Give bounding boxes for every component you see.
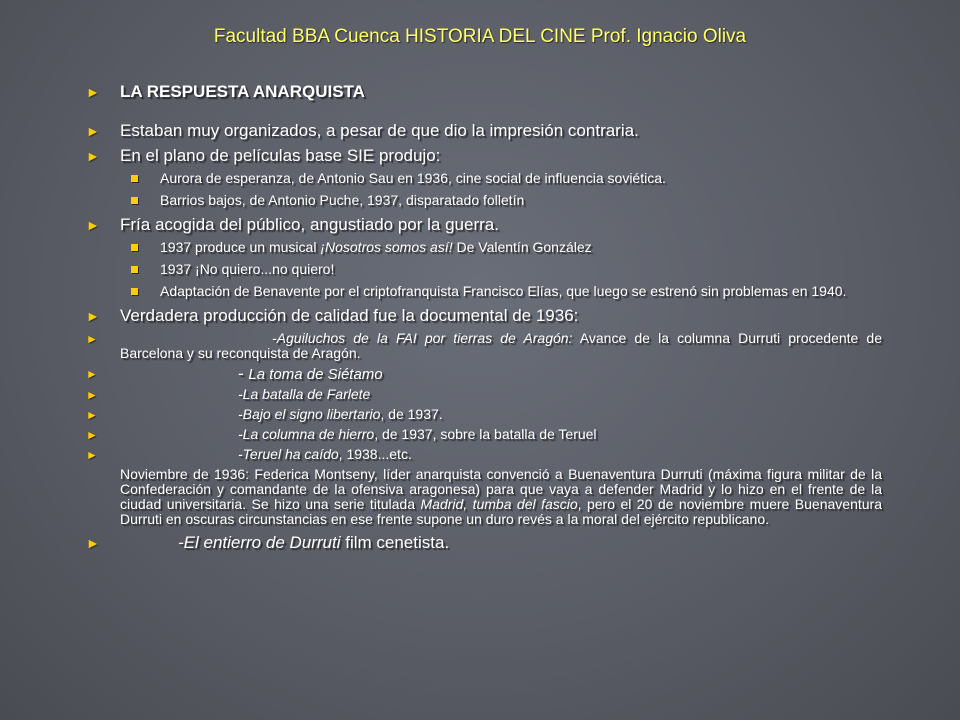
paragraph-text: Noviembre de 1936: Federica Montseny, líder anarquista convenció a Buenaventura Durruti (máxima figura militar de la Confederación y comandante de la ofensiva aragonesa) para que vaya a defender Madrid y lo hizo en el frente de la ciudad universitaria. Se hizo una serie titulada [120,466,882,512]
square-bullet-icon [131,266,138,273]
arrow-bullet-icon: ► [86,367,98,381]
heading-item [86,82,882,101]
film-year: , de 1937, sobre la batalla de Teruel [374,426,597,442]
film-title: ¡Nosotros somos así! [320,239,453,255]
heading-text: LA RESPUESTA ANARQUISTA [120,82,365,101]
slide-content [86,82,882,557]
arrow-bullet-icon: ► [86,535,100,551]
film-description: Avance de la columna Durruti procedente de Barcelona y su reconquista de Aragón. [120,330,883,361]
documentary-item [86,407,882,422]
film-title: -La columna de hierro [238,426,375,442]
film-title: -Aguiluchos de la FAI por tierras de Aragón: [272,330,573,346]
bullet-item [86,121,882,140]
arrow-bullet-icon: ► [86,217,100,233]
sub-bullet-item [86,262,882,277]
square-bullet-icon [131,197,138,204]
arrow-bullet-icon: ► [86,428,98,442]
film-description: film cenetista. [340,533,450,552]
paragraph-text: , pero el 20 de noviembre muere Buenaventura Durruti en oscuras circunstancias en ese frente supone un duro revés a la moral del ejército republicano. [120,496,882,527]
documentary-item [86,366,882,382]
arrow-bullet-icon: ► [86,448,98,462]
documentary-item [86,387,882,402]
bullet-text: Fría acogida del público, angustiado por la guerra. [120,215,499,234]
dash: - [238,364,249,383]
documentary-item [86,331,882,361]
film-title: -La batalla de Farlete [238,386,371,402]
square-bullet-icon [131,288,138,295]
bullet-text: Verdadera producción de calidad fue la documental de 1936: [120,306,579,325]
arrow-bullet-icon: ► [86,388,98,402]
sub-bullet-text: 1937 produce un musical [160,239,321,255]
film-title: -Bajo el signo libertario [238,406,381,422]
sub-bullet-text: Aurora de esperanza, de Antonio Sau en 1936, cine social de influencia soviética. [160,170,666,186]
film-title: -Teruel ha caído [238,446,339,462]
sub-bullet-item [86,284,882,299]
series-title: Madrid, tumba del fascio [420,496,578,512]
film-year: , 1938...etc. [338,446,412,462]
sub-bullet-item [86,240,882,255]
sub-bullet-text: Barrios bajos, de Antonio Puche, 1937, disparatado folletín [160,192,525,208]
bullet-item [86,215,882,234]
bullet-text: En el plano de películas base SIE produjo: [120,146,441,165]
film-year: , de 1937. [380,406,443,422]
sub-bullet-text: De Valentín González [452,239,592,255]
arrow-bullet-icon: ► [86,408,98,422]
sub-bullet-item [86,193,882,208]
arrow-bullet-icon: ► [86,148,100,164]
bullet-text: Estaban muy organizados, a pesar de que dio la impresión contraria. [120,121,639,140]
arrow-bullet-icon: ► [86,308,100,324]
sub-bullet-item [86,171,882,186]
film-title: -El entierro de Durruti [178,533,341,552]
square-bullet-icon [131,244,138,251]
documentary-text [120,331,882,361]
slide-title: Facultad BBA Cuenca HISTORIA DEL CINE Prof. Ignacio Oliva [213,26,747,47]
square-bullet-icon [131,175,138,182]
bullet-item [86,146,882,165]
arrow-bullet-icon: ► [86,332,98,346]
sub-bullet-text: 1937 ¡No quiero...no quiero! [160,261,335,277]
arrow-bullet-icon: ► [86,123,100,139]
durruti-paragraph [86,467,882,527]
arrow-bullet-icon: ► [86,84,100,100]
sub-bullet-text: Adaptación de Benavente por el criptofranquista Francisco Elías, que luego se estrenó sin problemas en 1940. [160,283,847,299]
final-item [86,533,882,552]
film-title: La toma de Siétamo [248,366,383,383]
documentary-item [86,447,882,462]
bullet-item [86,306,882,325]
documentary-item [86,427,882,442]
